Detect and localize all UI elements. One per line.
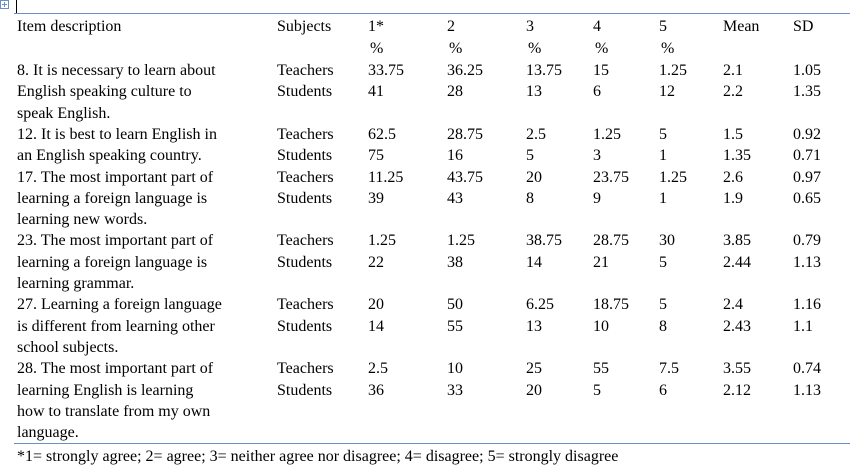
teachers-sd-cell: 0.79 (793, 232, 821, 249)
teachers-mean-cell: 3.55 (723, 360, 751, 377)
students-p3-cell: 8 (526, 190, 534, 207)
teachers-p3-cell: 6.25 (526, 296, 554, 313)
students-mean-cell: 2.44 (723, 254, 751, 271)
students-p5-cell: 12 (659, 83, 675, 100)
teachers-p5-cell: 30 (659, 232, 675, 249)
teachers-sd-cell: 0.97 (793, 169, 821, 186)
students-p5-cell: 6 (659, 382, 667, 399)
header-sd: SD (793, 18, 814, 35)
students-p1-cell: 22 (368, 254, 384, 271)
students-p3-cell: 13 (526, 318, 542, 335)
students-p3-cell: 13 (526, 83, 542, 100)
students-p3-cell: 20 (526, 382, 542, 399)
teachers-p4-cell: 18.75 (593, 296, 629, 313)
students-p4-cell: 6 (593, 83, 601, 100)
teachers-mean-cell: 1.5 (723, 126, 743, 143)
teachers-sd-cell: 0.74 (793, 360, 821, 377)
students-p2-cell: 55 (447, 318, 463, 335)
teachers-p1-cell: 2.5 (368, 360, 388, 377)
table-move-handle-icon[interactable] (0, 0, 9, 9)
teachers-sd-cell: 1.05 (793, 62, 821, 79)
header-scale-5: 5 (659, 18, 667, 35)
item-description-line: 27. Learning a foreign language (17, 296, 222, 313)
students-sd-cell: 1.13 (793, 382, 821, 399)
teachers-p1-cell: 62.5 (368, 126, 396, 143)
subject-label: Teachers (277, 62, 334, 79)
header-scale-1: 1* (368, 18, 384, 35)
students-mean-cell: 1.35 (723, 147, 751, 164)
subject-label: Students (277, 382, 333, 399)
header-mean: Mean (723, 18, 760, 35)
subject-label: Teachers (277, 296, 334, 313)
students-mean-cell: 2.12 (723, 382, 751, 399)
header-percent-1: % (370, 40, 384, 57)
header-scale-3: 3 (526, 18, 534, 35)
teachers-p4-cell: 1.25 (593, 126, 621, 143)
students-mean-cell: 2.43 (723, 318, 751, 335)
teachers-sd-cell: 0.92 (793, 126, 821, 143)
subject-label: Students (277, 318, 333, 335)
subject-label: Teachers (277, 126, 334, 143)
item-description-line: 23. The most important part of (17, 232, 214, 249)
item-description-line: speak English. (17, 105, 111, 122)
students-p3-cell: 5 (526, 147, 534, 164)
teachers-p4-cell: 15 (593, 62, 609, 79)
item-description-line: how to translate from my own (17, 403, 211, 420)
students-p1-cell: 14 (368, 318, 384, 335)
header-scale-2: 2 (447, 18, 455, 35)
table-footnote: *1= strongly agree; 2= agree; 3= neither agree nor disagree; 4= disagree; 5= strongly disagree (17, 448, 619, 465)
students-p1-cell: 75 (368, 147, 384, 164)
subject-label: Teachers (277, 232, 334, 249)
teachers-p3-cell: 38.75 (526, 232, 562, 249)
students-p5-cell: 1 (659, 190, 667, 207)
item-description-line: is different from learning other (17, 318, 215, 335)
subject-label: Students (277, 254, 333, 271)
students-p1-cell: 39 (368, 190, 384, 207)
students-p4-cell: 21 (593, 254, 609, 271)
teachers-sd-cell: 1.16 (793, 296, 821, 313)
teachers-p3-cell: 2.5 (526, 126, 546, 143)
item-description-line: learning a foreign language is (17, 254, 208, 271)
students-mean-cell: 1.9 (723, 190, 743, 207)
header-subjects: Subjects (277, 18, 332, 35)
item-description-line: language. (17, 424, 79, 441)
teachers-mean-cell: 2.6 (723, 169, 743, 186)
teachers-p4-cell: 23.75 (593, 169, 629, 186)
header-item-description: Item description (17, 18, 122, 35)
subject-label: Students (277, 190, 333, 207)
teachers-p1-cell: 20 (368, 296, 384, 313)
teachers-mean-cell: 2.4 (723, 296, 743, 313)
teachers-p3-cell: 13.75 (526, 62, 562, 79)
teachers-p5-cell: 1.25 (659, 169, 687, 186)
header-percent-2: % (449, 40, 463, 57)
teachers-mean-cell: 2.1 (723, 62, 743, 79)
teachers-p1-cell: 11.25 (368, 169, 404, 186)
subject-label: Teachers (277, 169, 334, 186)
header-percent-5: % (661, 40, 675, 57)
students-p5-cell: 8 (659, 318, 667, 335)
teachers-p3-cell: 20 (526, 169, 542, 186)
teachers-p4-cell: 55 (593, 360, 609, 377)
header-scale-4: 4 (593, 18, 601, 35)
teachers-p2-cell: 43.75 (447, 169, 483, 186)
item-description-line: 8. It is necessary to learn about (17, 62, 216, 79)
students-sd-cell: 1.13 (793, 254, 821, 271)
students-p4-cell: 3 (593, 147, 601, 164)
table-top-border (14, 13, 850, 14)
students-p2-cell: 33 (447, 382, 463, 399)
item-description-line: school subjects. (17, 339, 119, 356)
students-p3-cell: 14 (526, 254, 542, 271)
item-description-line: learning grammar. (17, 275, 135, 292)
item-description-line: English speaking culture to (17, 83, 192, 100)
students-p2-cell: 43 (447, 190, 463, 207)
teachers-p2-cell: 28.75 (447, 126, 483, 143)
students-p4-cell: 9 (593, 190, 601, 207)
students-mean-cell: 2.2 (723, 83, 743, 100)
teachers-p2-cell: 10 (447, 360, 463, 377)
teachers-p2-cell: 36.25 (447, 62, 483, 79)
students-p5-cell: 1 (659, 147, 667, 164)
students-sd-cell: 0.71 (793, 147, 821, 164)
students-p1-cell: 36 (368, 382, 384, 399)
item-description-line: 17. The most important part of (17, 169, 214, 186)
teachers-p5-cell: 5 (659, 296, 667, 313)
students-p2-cell: 28 (447, 83, 463, 100)
header-percent-4: % (595, 40, 609, 57)
subject-label: Teachers (277, 360, 334, 377)
students-p5-cell: 5 (659, 254, 667, 271)
teachers-p5-cell: 1.25 (659, 62, 687, 79)
teachers-p3-cell: 25 (526, 360, 542, 377)
item-description-line: learning English is learning (17, 382, 194, 399)
teachers-p2-cell: 1.25 (447, 232, 475, 249)
item-description-line: learning a foreign language is (17, 190, 208, 207)
teachers-p1-cell: 1.25 (368, 232, 396, 249)
teachers-p2-cell: 50 (447, 296, 463, 313)
students-p4-cell: 10 (593, 318, 609, 335)
students-p2-cell: 16 (447, 147, 463, 164)
students-p2-cell: 38 (447, 254, 463, 271)
students-sd-cell: 1.1 (793, 318, 813, 335)
item-description-line: 12. It is best to learn English in (17, 126, 217, 143)
teachers-p1-cell: 33.75 (368, 62, 404, 79)
subject-label: Students (277, 83, 333, 100)
students-p1-cell: 41 (368, 83, 384, 100)
students-sd-cell: 1.35 (793, 83, 821, 100)
text-cursor (16, 0, 17, 14)
subject-label: Students (277, 147, 333, 164)
item-description-line: 28. The most important part of (17, 360, 214, 377)
item-description-line: learning new words. (17, 211, 148, 228)
students-p4-cell: 5 (593, 382, 601, 399)
header-percent-3: % (528, 40, 542, 57)
teachers-mean-cell: 3.85 (723, 232, 751, 249)
item-description-line: an English speaking country. (17, 147, 202, 164)
teachers-p5-cell: 5 (659, 126, 667, 143)
students-sd-cell: 0.65 (793, 190, 821, 207)
teachers-p4-cell: 28.75 (593, 232, 629, 249)
teachers-p5-cell: 7.5 (659, 360, 679, 377)
table-bottom-border (14, 443, 850, 444)
